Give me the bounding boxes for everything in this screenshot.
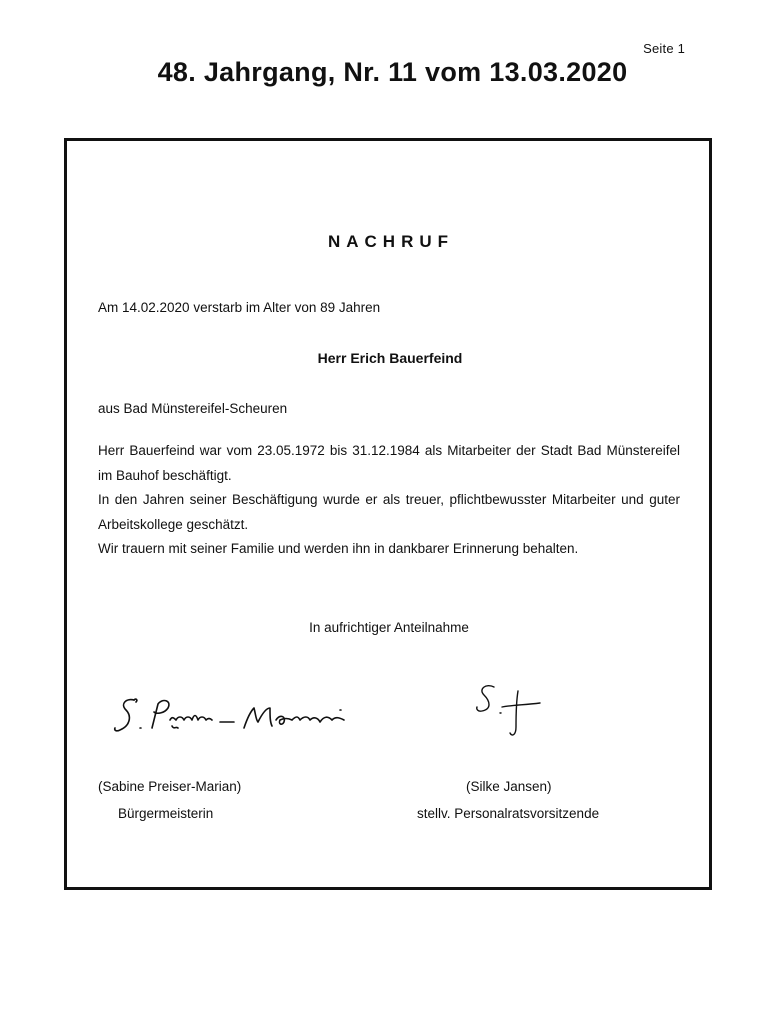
body-paragraph: Herr Bauerfeind war vom 23.05.1972 bis 31.12.1984 als Mitarbeiter der Stadt Bad Münstereifel im Bauhof beschäftigt.: [98, 443, 680, 483]
intro-line: Am 14.02.2020 verstarb im Alter von 89 Jahren: [98, 300, 381, 315]
signer-role-left: Bürgermeisterin: [118, 806, 214, 821]
origin-line: aus Bad Münstereifel-Scheuren: [98, 401, 288, 416]
obituary-body: [98, 439, 680, 562]
signature-preiser-marian: [112, 686, 372, 742]
signature-jansen: [472, 679, 557, 741]
signer-role-right: stellv. Personalratsvorsitzende: [417, 806, 600, 821]
obituary-heading: NACHRUF: [327, 232, 455, 251]
issue-title: 48. Jahrgang, Nr. 11 vom 13.03.2020: [157, 57, 628, 87]
body-paragraph: Wir trauern mit seiner Familie und werden ihn in dankbarer Erinnerung behalten.: [98, 541, 579, 556]
page-number: Seite 1: [643, 41, 685, 56]
obituary-frame: [64, 138, 712, 890]
condolence-line: In aufrichtiger Anteilnahme: [309, 620, 469, 635]
deceased-name: Herr Erich Bauerfeind: [317, 350, 463, 366]
body-paragraph: In den Jahren seiner Beschäftigung wurde er als treuer, pflichtbewusster Mitarbeiter und guter Arbeitskollege geschätzt.: [98, 492, 680, 532]
signer-name-left: (Sabine Preiser-Marian): [98, 779, 242, 794]
signer-name-right: (Silke Jansen): [466, 779, 552, 794]
